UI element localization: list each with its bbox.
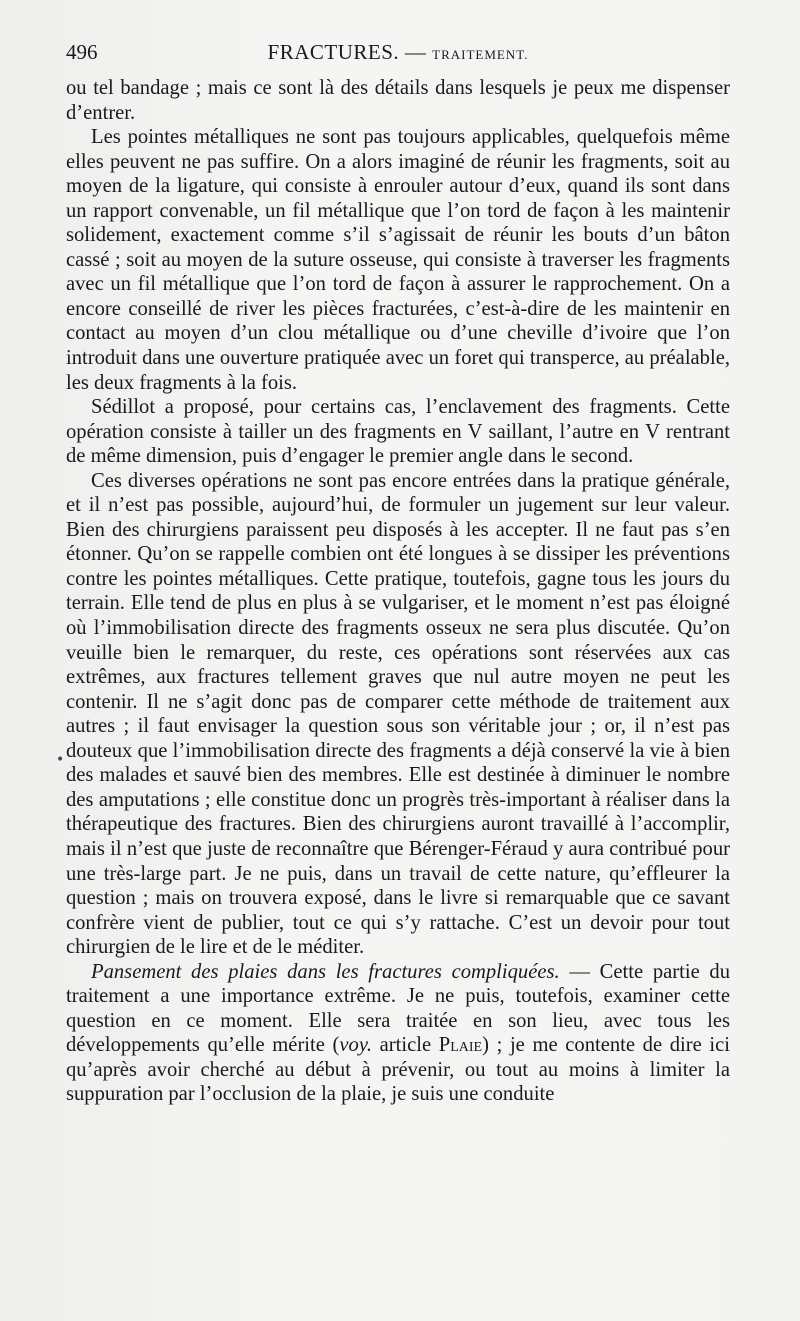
margin-dot: • [56, 752, 65, 768]
paragraph-5-text-c: ) ; je me contente de dire ici qu’après avoir cherché au début à prévenir, ou tout au moins à limiter la suppuration par l’occlusion de la plaie, je suis une conduite [66, 1034, 731, 1106]
voy-reference: voy. [339, 1034, 372, 1057]
page-header [66, 40, 730, 70]
body-text [66, 76, 730, 1107]
plaie-reference: Plaie [438, 1034, 483, 1057]
paragraph-5-text-a: — Cette partie du traitement a une importance extrême. Je ne puis, toutefois, examiner cette question en ce moment. Elle sera traitée en son lieu, avec tous les développements qu’elle mérite ( [66, 960, 730, 1057]
running-subtitle: TRAITEMENT. [432, 47, 529, 62]
running-head [66, 40, 730, 65]
paragraph-5-text-b: article [372, 1034, 439, 1057]
paragraph-1: ou tel bandage ; mais ce sont là des détails dans lesquels je peux me dispenser d’entrer. [66, 77, 730, 124]
running-title: FRACTURES. [267, 40, 400, 64]
paragraph-4: Ces diverses opérations ne sont pas encore entrées dans la pratique générale, et il n’est pas possible, aujourd’hui, de formuler un jugement sur leur valeur. Bien des chirurgiens paraissent peu disposés à les accepter. Il ne faut pas s’en étonner. Qu’on se rappelle combien ont été longues à se dissiper les préventions contre les pointes métalliques. Cette pratique, toutefois, gagne tous les jours du terrain. Elle tend de plus en plus à se vulgariser, et le moment n’est pas éloigné où l’immobilisation directe des fragments osseux ne sera plus discutée. Qu’on veuille bien le remarquer, du reste, ces opérations sont réservées aux cas extrêmes, aux fractures tellement graves que nul autre moyen ne peut les contenir. Il ne s’agit donc pas de comparer cette méthode de traitement aux autres ; il faut envisager la question sous son véritable jour ; or, il n’est pas douteux que l’immobilisation directe des fragments a déjà conservé la vie à bien des malades et sauvé bien des membres. Elle est destinée à diminuer le nombre des amputations ; elle constitue donc un progrès très-important à réaliser dans la thérapeutique des fractures. Bien des chirurgiens auront travaillé à l’accomplir, mais il n’est que juste de reconnaître que Bérenger-Féraud y aura contribué pour une très-large part. Je ne puis, dans un travail de cette nature, qu’effleurer la question ; mais on trouvera exposé, dans le livre si remarquable que ce savant confrère vient de publier, tout ce qui s’y rattache. C’est un devoir pour tout chirurgien de le lire et de le méditer. [66, 469, 730, 959]
paragraph-3: Sédillot a proposé, pour certains cas, l’enclavement des fragments. Cette opération consiste à tailler un des fragments en V saillant, l’autre en V rentrant de même dimension, puis d’engager le premier angle dans le second. [66, 396, 730, 468]
page-number: 496 [66, 40, 98, 64]
running-dash: — [399, 40, 433, 64]
section-heading: Pansement des plaies dans les fractures compliquées. [91, 960, 560, 983]
paragraph-5 [66, 960, 730, 1107]
paragraph-2: Les pointes métalliques ne sont pas toujours applicables, quelquefois même elles peuvent ne pas suffire. On a alors imaginé de réunir les fragments, soit au moyen de la ligature, qui consiste à enrouler autour d’eux, quand ils sont dans un rapport convenable, un fil métallique que l’on tord de façon à les maintenir solidement, exactement comme s’il s’agissait de réunir les bouts d’un bâton cassé ; soit au moyen de la suture osseuse, qui consiste à traverser les fragments avec un fil métallique que l’on tord de façon à assurer le rapprochement. On a encore conseillé de river les pièces fracturées, c’est-à-dire de les maintenir en contact au moyen d’un clou métallique ou d’une cheville d’ivoire que l’on introduit dans une ouverture pratiquée avec un foret qui transperce, au préalable, les deux fragments à la fois. [66, 126, 730, 394]
